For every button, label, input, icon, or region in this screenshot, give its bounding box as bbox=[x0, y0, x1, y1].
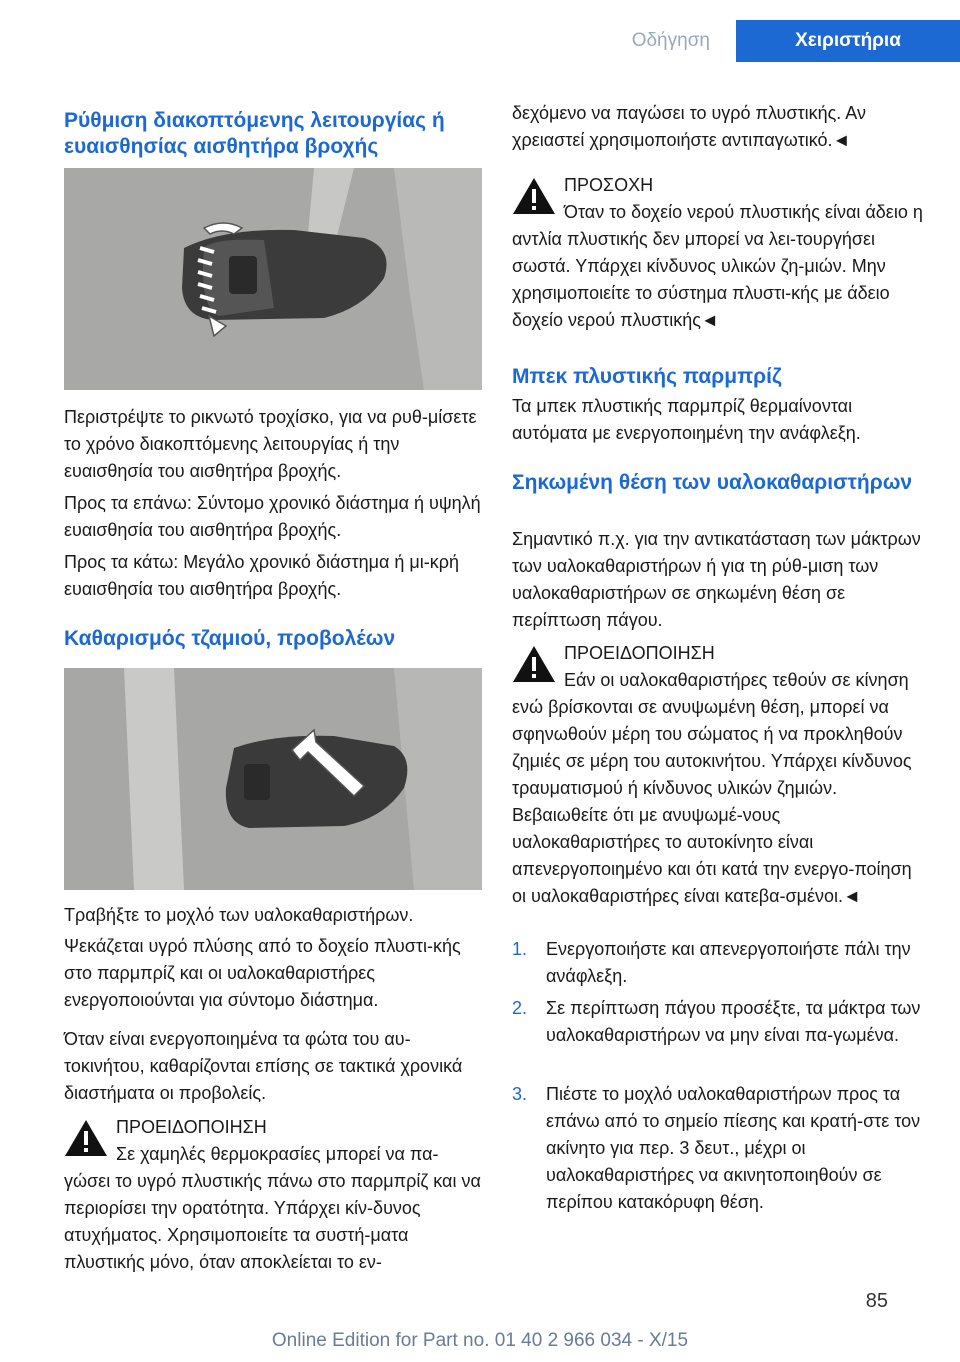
paragraph-headlight-washing: Όταν είναι ενεργοποιημένα τα φώτα του αυ-τοκινήτου, καθαρίζονται επίσης σε τακτικά χρονικά διαστήματα οι προβολείς. bbox=[64, 1029, 463, 1103]
figure-wiper-lever-pull bbox=[64, 668, 482, 890]
footer-edition: Online Edition for Part no. 01 40 2 966 034 - X/15 bbox=[271, 1330, 689, 1351]
tab-driving[interactable]: Οδήγηση bbox=[631, 30, 710, 51]
wiper-thumbwheel-illustration bbox=[64, 168, 482, 390]
page-number: 85 bbox=[865, 1290, 888, 1312]
caution-text-empty-reservoir: Όταν το δοχείο νερού πλυστικής είναι άδειο η αντλία πλυστικής δεν μπορεί να λει-τουργήσει σωστά. Υπάρχει κίνδυνος υλικών ζη-μιών. Μην χρησιμοποιείτε το σύστημα πλυστι-κής με άδειο δοχείο νερού πλυστικής◄ bbox=[512, 202, 923, 330]
step-number: 1. bbox=[512, 939, 528, 959]
warning-text-continued: δεχόμενο να παγώσει το υγρό πλυστικής. Αν χρειαστεί χρησιμοποιήστε αντιπαγωτικό.◄ bbox=[512, 103, 866, 150]
step-text: Σε περίπτωση πάγου προσέξτε, τα μάκτρα των υαλοκαθαριστήρων να μην είναι πα-γωμένα. bbox=[546, 998, 921, 1045]
paragraph-nozzles-heated: Τα μπεκ πλυστικής παρμπρίζ θερμαίνονται αυτόματα με ενεργοποιημένη την ανάφλεξη. bbox=[512, 396, 861, 443]
warning-text-washer-freeze: Σε χαμηλές θερμοκρασίες μπορεί να πα-γώσει το υγρό πλυστικής πάνω στο παρμπρίζ και να περιορίσει την ορατότητα. Υπάρχει κίν-δυνος ατυχήματος. Χρησιμοποιείτε τα συστή-ματα πλυστικής μόνο, όταν αποκλείεται το εν- bbox=[64, 1144, 481, 1272]
paragraph-rotate-thumbwheel: Περιστρέψτε το ρικνωτό τροχίσκο, για να ρυθ-μίσετε το χρόνο διακοπτόμενης λειτουργίας ή την ευαισθησία του αισθητήρα βροχής. bbox=[64, 407, 477, 481]
warning-text-foldout: Εάν οι υαλοκαθαριστήρες τεθούν σε κίνηση ενώ βρίσκονται σε ανυψωμένη θέση, μπορεί να σφηνωθούν μέρη του σώματος ή να προκληθούν ζημιές σε μέρη του αυτοκινήτου. Υπάρχει κίνδυνος τραυματισμού ή κίνδυνος υλικών ζημιών. Βεβαιωθείτε ότι με ανυψωμέ-νους υαλοκαθαριστήρες το αυτοκίνητο είναι απενεργοποιημένο και ότι κατά την ενεργο-ποίηση οι υαλοκαθαριστήρες είναι κατεβα-σμένοι.◄ bbox=[512, 670, 912, 906]
paragraph-downwards: Προς τα κάτω: Μεγάλο χρονικό διάστημα ή μι-κρή ευαισθησία του αισθητήρα βροχής. bbox=[64, 552, 459, 599]
paragraph-upwards: Προς τα επάνω: Σύντομο χρονικό διάστημα ή υψηλή ευαισθησία του αισθητήρα βροχής. bbox=[64, 493, 481, 540]
step-number: 3. bbox=[512, 1084, 528, 1104]
header-tabs bbox=[606, 20, 960, 62]
section-title-washer-nozzles: Μπεκ πλυστικής παρμπρίζ bbox=[512, 365, 782, 388]
tab-controls[interactable]: Χειριστήρια bbox=[736, 20, 960, 62]
step-text: Πιέστε το μοχλό υαλοκαθαριστήρων προς τα επάνω από το σημείο πίεσης και κρατή-στε τον ακίνητο για περ. 3 δευτ., μέχρι οι υαλοκαθαριστήρες να ακινητοποιηθούν σε περίπου κατακόρυφη θέση. bbox=[546, 1084, 921, 1212]
section-title-interval: Ρύθμιση διακοπτόμενης λειτουργίας ή ευαισθησίας αισθητήρα βροχής bbox=[64, 109, 445, 158]
step-number: 2. bbox=[512, 998, 528, 1018]
figure-wiper-thumbwheel bbox=[64, 168, 482, 390]
paragraph-pull-lever: Τραβήξτε το μοχλό των υαλοκαθαριστήρων. bbox=[64, 905, 414, 925]
warning-label: ΠΡΟΕΙΔΟΠΟΙΗΣΗ bbox=[116, 1117, 267, 1137]
paragraph-foldout-purpose: Σημαντικό π.χ. για την αντικατάσταση των μάκτρων των υαλοκαθαριστήρων ή για τη ρύθ-μιση των υαλοκαθαριστήρων σε σηκωμένη θέση σε περίπτωση πάγου. bbox=[512, 529, 921, 630]
caution-label: ΠΡΟΣΟΧΗ bbox=[564, 175, 654, 195]
section-title-foldout-position: Σηκωμένη θέση των υαλοκαθαριστήρων bbox=[512, 471, 913, 494]
section-title-washing: Καθαρισμός τζαμιού, προβολέων bbox=[64, 627, 396, 650]
warning-label-foldout: ΠΡΟΕΙΔΟΠΟΙΗΣΗ bbox=[564, 643, 715, 663]
wiper-lever-illustration bbox=[64, 668, 482, 890]
paragraph-washer-spray: Ψεκάζεται υγρό πλύσης από το δοχείο πλυστι-κής στο παρμπρίζ και οι υαλοκαθαριστήρες ενεργοποιούνται για σύντομο διάστημα. bbox=[64, 936, 461, 1010]
step-text: Ενεργοποιήστε και απενεργοποιήστε πάλι την ανάφλεξη. bbox=[546, 939, 911, 986]
